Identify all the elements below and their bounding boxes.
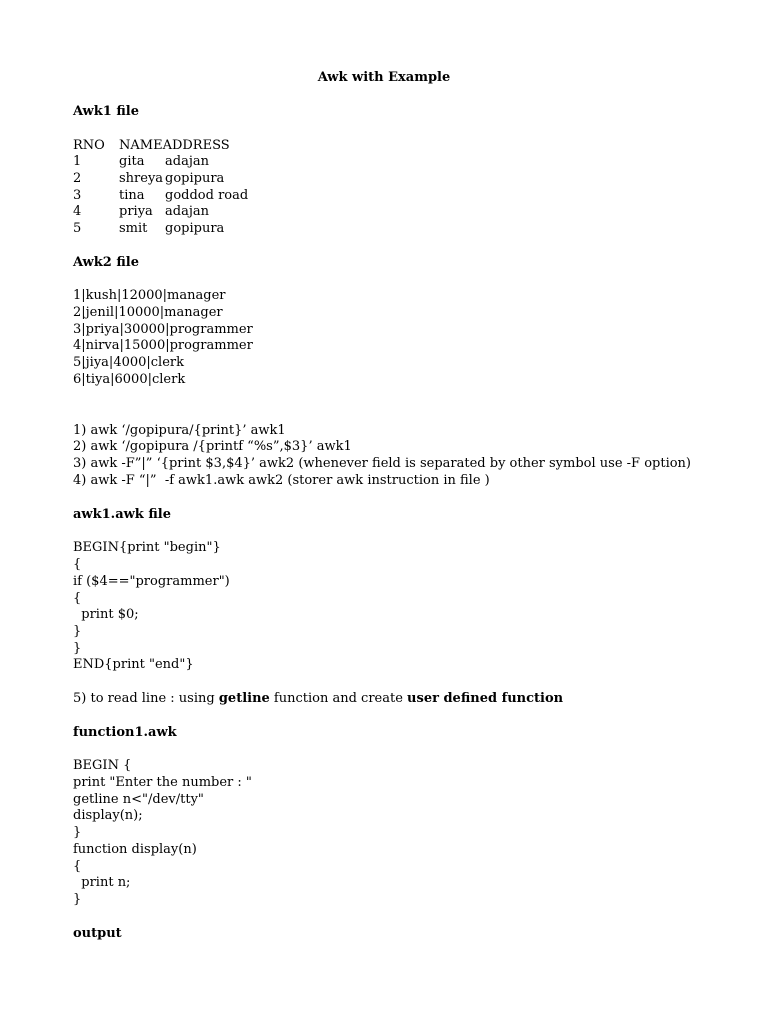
awk1-cell-name: shreya	[119, 171, 164, 186]
code-line: print "Enter the number : "	[73, 775, 252, 790]
code-line: if ($4=="programmer")	[73, 574, 230, 589]
page-title: Awk with Example	[317, 70, 451, 85]
awk2-line: 1|kush|12000|manager	[73, 288, 226, 303]
code-line: }	[73, 892, 82, 907]
function1-heading: function1.awk	[73, 725, 177, 740]
code-line: BEGIN{print "begin"}	[73, 540, 221, 555]
awk2-heading: Awk2 file	[73, 255, 139, 270]
code-line: }	[73, 641, 82, 656]
command-item: 2) awk ‘/gopipura /{printf “%s”,$3}’ awk1	[73, 439, 352, 454]
code-line: display(n);	[73, 808, 143, 823]
awk1-cell-address: gopipura	[165, 221, 225, 236]
code-line: {	[73, 591, 82, 606]
command-item: 3) awk -F”|” ‘{print $3,$4}’ awk2 (whenever field is separated by other symbol use -F option)	[73, 456, 692, 471]
awk1awk-heading: awk1.awk file	[73, 507, 172, 522]
note-bold-udf: user defined function	[407, 691, 564, 706]
code-line: function display(n)	[73, 842, 197, 857]
awk1-cell-name: gita	[119, 154, 145, 169]
command-item: 4) awk -F “|” -f awk1.awk awk2 (storer awk instruction in file )	[73, 473, 490, 488]
code-line: {	[73, 859, 82, 874]
awk1-header-name-address: NAMEADDRESS	[119, 138, 230, 153]
awk1-cell-rno: 1	[73, 154, 82, 169]
code-line: print n;	[73, 875, 131, 890]
awk1-cell-rno: 2	[73, 171, 82, 186]
awk2-line: 6|tiya|6000|clerk	[73, 372, 186, 387]
awk1-cell-address: adajan	[165, 204, 209, 219]
code-line: print $0;	[73, 607, 139, 622]
output-heading: output	[73, 926, 122, 941]
awk2-line: 2|jenil|10000|manager	[73, 305, 223, 320]
note-text: 5) to read line : using	[73, 691, 219, 706]
awk2-line: 3|priya|30000|programmer	[73, 322, 253, 337]
command-item: 1) awk ‘/gopipura/{print}’ awk1	[73, 423, 286, 438]
awk1-cell-rno: 5	[73, 221, 82, 236]
note-getline	[73, 690, 563, 707]
code-line: getline n<"/dev/tty"	[73, 792, 204, 807]
code-line: END{print "end"}	[73, 657, 194, 672]
code-line: }	[73, 624, 82, 639]
code-line: }	[73, 825, 82, 840]
code-line: {	[73, 557, 82, 572]
awk1-cell-address: gopipura	[165, 171, 225, 186]
awk2-line: 5|jiya|4000|clerk	[73, 355, 185, 370]
awk1-header-rno: RNO	[73, 138, 105, 153]
awk1-cell-rno: 4	[73, 204, 82, 219]
awk1-cell-name: smit	[119, 221, 148, 236]
note-bold-getline: getline	[218, 691, 270, 706]
awk2-line: 4|nirva|15000|programmer	[73, 338, 253, 353]
awk1-cell-address: goddod road	[165, 188, 249, 203]
awk1-cell-name: priya	[119, 204, 153, 219]
awk1-cell-rno: 3	[73, 188, 82, 203]
code-line: BEGIN {	[73, 758, 132, 773]
note-text: function and create	[269, 691, 408, 706]
awk1-cell-name: tina	[119, 188, 145, 203]
awk1-cell-address: adajan	[165, 154, 209, 169]
awk1-heading: Awk1 file	[73, 104, 139, 119]
